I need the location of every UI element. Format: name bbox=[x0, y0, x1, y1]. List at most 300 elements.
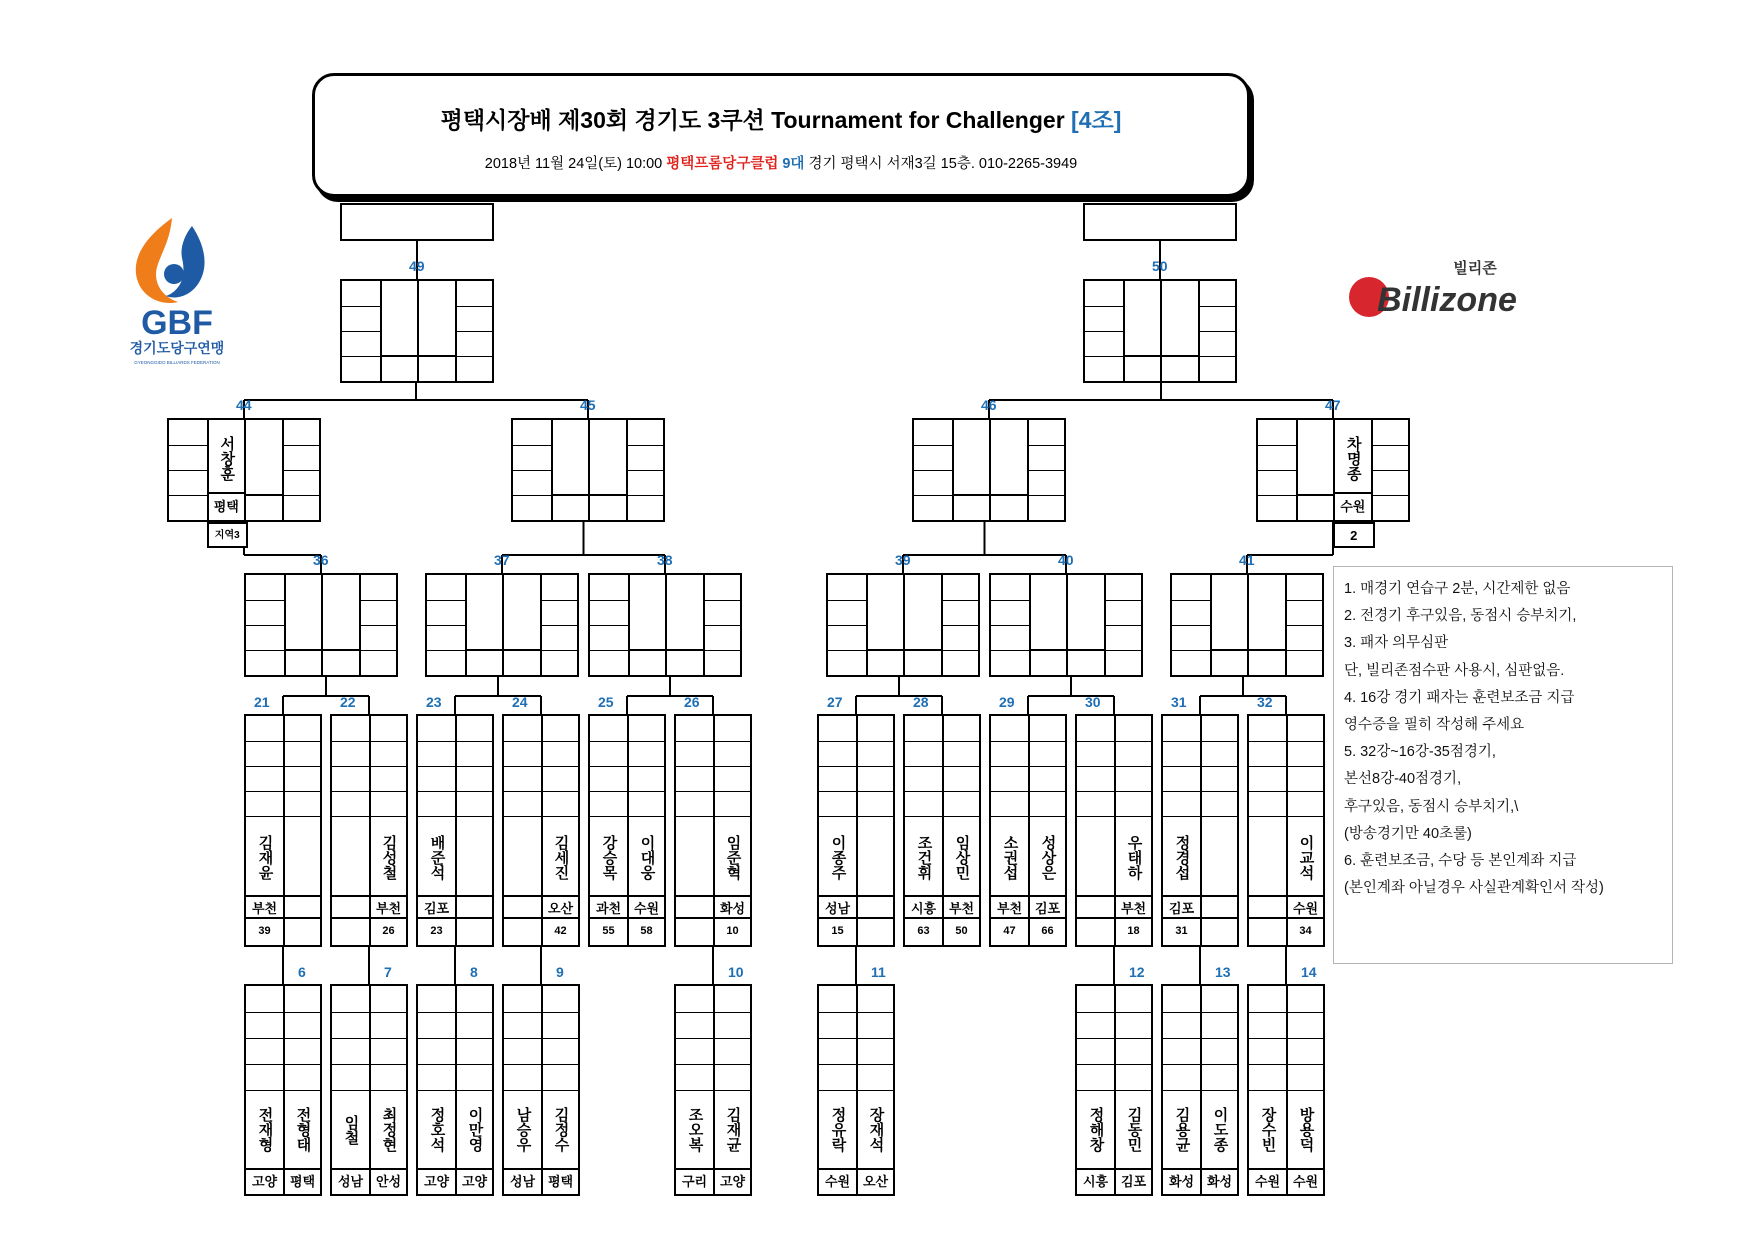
score-row[interactable] bbox=[1287, 625, 1323, 626]
score-row[interactable] bbox=[1172, 625, 1210, 626]
score-row[interactable] bbox=[542, 625, 578, 626]
score-row[interactable] bbox=[715, 766, 750, 767]
score-row[interactable] bbox=[1172, 600, 1210, 601]
score-row[interactable] bbox=[1085, 306, 1123, 307]
score-row[interactable] bbox=[418, 1064, 455, 1065]
player-seed: 18 bbox=[1127, 925, 1140, 937]
score-row[interactable] bbox=[819, 1012, 856, 1013]
score-row[interactable] bbox=[858, 741, 893, 742]
score-row[interactable] bbox=[457, 1012, 492, 1013]
score-row[interactable] bbox=[819, 816, 856, 817]
score-row[interactable] bbox=[504, 1064, 541, 1065]
score-row[interactable] bbox=[457, 306, 493, 307]
score-row[interactable] bbox=[1163, 791, 1200, 792]
player-region: 부천 bbox=[991, 895, 1028, 919]
score-row[interactable] bbox=[705, 600, 741, 601]
score-row[interactable] bbox=[332, 741, 369, 742]
score-row[interactable] bbox=[284, 495, 320, 496]
rule-line: 3. 패자 의무심판 bbox=[1344, 635, 1449, 652]
score-row[interactable] bbox=[905, 766, 942, 767]
score-row[interactable] bbox=[457, 1038, 492, 1039]
score-row[interactable] bbox=[905, 741, 942, 742]
score-row[interactable] bbox=[543, 741, 578, 742]
score-row[interactable] bbox=[1200, 356, 1236, 357]
score-row[interactable] bbox=[629, 791, 664, 792]
score-row[interactable] bbox=[1106, 650, 1142, 651]
score-row[interactable] bbox=[285, 1012, 320, 1013]
score-row[interactable] bbox=[1077, 1038, 1114, 1039]
score-row[interactable] bbox=[905, 816, 942, 817]
score-row[interactable] bbox=[285, 741, 320, 742]
player-slot bbox=[713, 986, 750, 1194]
score-row[interactable] bbox=[418, 816, 455, 817]
score-row[interactable] bbox=[246, 1038, 283, 1039]
player-slot bbox=[1163, 986, 1200, 1194]
score-row[interactable] bbox=[1030, 816, 1065, 817]
score-row[interactable] bbox=[715, 1038, 750, 1039]
score-row[interactable] bbox=[705, 650, 741, 651]
score-row[interactable] bbox=[543, 1012, 578, 1013]
score-row[interactable] bbox=[943, 600, 979, 601]
match-number: 38 bbox=[657, 552, 673, 568]
score-row[interactable] bbox=[1030, 766, 1065, 767]
score-row[interactable] bbox=[1373, 495, 1409, 496]
score-row[interactable] bbox=[504, 766, 541, 767]
player-name: 장수빈 bbox=[1259, 1107, 1277, 1152]
score-row[interactable] bbox=[457, 1064, 492, 1065]
player-slot bbox=[1077, 986, 1114, 1194]
score-row[interactable] bbox=[332, 1038, 369, 1039]
score-row[interactable] bbox=[543, 816, 578, 817]
score-row[interactable] bbox=[629, 766, 664, 767]
score-row[interactable] bbox=[1116, 766, 1151, 767]
score-row[interactable] bbox=[1287, 650, 1323, 651]
score-row[interactable] bbox=[944, 741, 979, 742]
match-box bbox=[167, 418, 321, 541]
score-row[interactable] bbox=[715, 741, 750, 742]
score-row[interactable] bbox=[1030, 791, 1065, 792]
score-row[interactable] bbox=[1249, 766, 1286, 767]
score-row[interactable] bbox=[246, 741, 283, 742]
score-row[interactable] bbox=[1202, 816, 1237, 817]
score-row[interactable] bbox=[1106, 625, 1142, 626]
player-seed bbox=[332, 919, 369, 943]
score-row[interactable] bbox=[1163, 1012, 1200, 1013]
score-row[interactable] bbox=[858, 1012, 893, 1013]
player-slot bbox=[713, 716, 750, 945]
score-row[interactable] bbox=[590, 741, 627, 742]
score-row[interactable] bbox=[1106, 600, 1142, 601]
slot-divider bbox=[553, 494, 589, 496]
score-row[interactable] bbox=[828, 625, 866, 626]
score-row[interactable] bbox=[1116, 1012, 1151, 1013]
score-row[interactable] bbox=[819, 741, 856, 742]
player-slot bbox=[1160, 281, 1198, 381]
score-row[interactable] bbox=[246, 1012, 283, 1013]
score-row[interactable] bbox=[246, 766, 283, 767]
score-row[interactable] bbox=[715, 816, 750, 817]
player-region bbox=[332, 895, 369, 919]
score-column bbox=[1258, 420, 1296, 520]
score-row[interactable] bbox=[590, 625, 628, 626]
player-slot bbox=[1296, 420, 1334, 520]
score-row[interactable] bbox=[1077, 791, 1114, 792]
score-row[interactable] bbox=[828, 600, 866, 601]
score-row[interactable] bbox=[1258, 470, 1296, 471]
score-column bbox=[828, 575, 866, 675]
score-row[interactable] bbox=[1077, 766, 1114, 767]
score-row[interactable] bbox=[1163, 1064, 1200, 1065]
score-row[interactable] bbox=[1202, 791, 1237, 792]
score-row[interactable] bbox=[1258, 445, 1296, 446]
score-row[interactable] bbox=[361, 650, 397, 651]
score-row[interactable] bbox=[427, 650, 465, 651]
score-row[interactable] bbox=[1288, 1038, 1323, 1039]
player-slot bbox=[418, 716, 455, 945]
score-row[interactable] bbox=[246, 650, 284, 651]
score-row[interactable] bbox=[1029, 445, 1065, 446]
score-row[interactable] bbox=[1200, 306, 1236, 307]
score-row[interactable] bbox=[629, 816, 664, 817]
match-number: 28 bbox=[913, 694, 929, 710]
score-row[interactable] bbox=[542, 650, 578, 651]
player-region: 김포 bbox=[1030, 895, 1065, 919]
player-seed: 34 bbox=[1299, 925, 1312, 937]
player-slot bbox=[952, 420, 990, 520]
score-row[interactable] bbox=[991, 791, 1028, 792]
player-name bbox=[285, 819, 320, 895]
score-row[interactable] bbox=[342, 356, 380, 357]
player-name bbox=[504, 819, 541, 895]
score-row[interactable] bbox=[418, 791, 455, 792]
score-row[interactable] bbox=[1288, 791, 1323, 792]
score-row[interactable] bbox=[1249, 1038, 1286, 1039]
score-row[interactable] bbox=[246, 791, 283, 792]
match-box bbox=[588, 714, 666, 947]
score-row[interactable] bbox=[1077, 1064, 1114, 1065]
match-box bbox=[1170, 573, 1324, 677]
score-row[interactable] bbox=[1288, 741, 1323, 742]
score-row[interactable] bbox=[858, 1064, 893, 1065]
score-row[interactable] bbox=[1029, 495, 1065, 496]
score-row[interactable] bbox=[991, 600, 1029, 601]
score-row[interactable] bbox=[1287, 600, 1323, 601]
score-row[interactable] bbox=[332, 791, 369, 792]
score-row[interactable] bbox=[371, 1064, 406, 1065]
score-row[interactable] bbox=[371, 1012, 406, 1013]
score-row[interactable] bbox=[715, 1064, 750, 1065]
score-row[interactable] bbox=[371, 816, 406, 817]
score-row[interactable] bbox=[944, 766, 979, 767]
score-row[interactable] bbox=[1077, 741, 1114, 742]
score-row[interactable] bbox=[332, 1064, 369, 1065]
score-row[interactable] bbox=[991, 741, 1028, 742]
score-row[interactable] bbox=[991, 650, 1029, 651]
score-row[interactable] bbox=[504, 791, 541, 792]
player-region bbox=[504, 895, 541, 919]
score-row[interactable] bbox=[676, 1012, 713, 1013]
match-number: 45 bbox=[580, 397, 596, 413]
score-row[interactable] bbox=[1249, 741, 1286, 742]
score-row[interactable] bbox=[169, 470, 207, 471]
score-row[interactable] bbox=[457, 331, 493, 332]
score-row[interactable] bbox=[169, 445, 207, 446]
score-row[interactable] bbox=[457, 766, 492, 767]
venue-name: 평택프롬당구클럽 bbox=[666, 156, 779, 172]
score-row[interactable] bbox=[1288, 816, 1323, 817]
score-row[interactable] bbox=[590, 791, 627, 792]
score-row[interactable] bbox=[285, 791, 320, 792]
player-slot bbox=[1333, 420, 1371, 543]
player-region bbox=[285, 895, 320, 919]
score-row[interactable] bbox=[1202, 741, 1237, 742]
player-name: 김재균 bbox=[724, 1107, 742, 1152]
score-row[interactable] bbox=[1249, 791, 1286, 792]
score-row[interactable] bbox=[819, 791, 856, 792]
score-row[interactable] bbox=[371, 766, 406, 767]
player-seed: 66 bbox=[1041, 925, 1054, 937]
player-name: 소권섭 bbox=[1001, 834, 1019, 880]
score-row[interactable] bbox=[1249, 1064, 1286, 1065]
score-row[interactable] bbox=[991, 625, 1029, 626]
score-row[interactable] bbox=[676, 741, 713, 742]
score-row[interactable] bbox=[418, 1038, 455, 1039]
score-column bbox=[427, 575, 465, 675]
score-row[interactable] bbox=[819, 1064, 856, 1065]
score-row[interactable] bbox=[342, 331, 380, 332]
score-row[interactable] bbox=[944, 791, 979, 792]
match-box bbox=[989, 573, 1143, 677]
score-row[interactable] bbox=[285, 1064, 320, 1065]
score-row[interactable] bbox=[1172, 650, 1210, 651]
player-slot bbox=[283, 716, 320, 945]
player-slot bbox=[455, 986, 492, 1194]
score-row[interactable] bbox=[418, 741, 455, 742]
score-row[interactable] bbox=[418, 1012, 455, 1013]
score-row[interactable] bbox=[513, 495, 551, 496]
score-row[interactable] bbox=[1373, 470, 1409, 471]
score-row[interactable] bbox=[858, 1038, 893, 1039]
player-slot bbox=[380, 281, 418, 381]
score-row[interactable] bbox=[418, 766, 455, 767]
player-seed: 2 bbox=[1333, 522, 1375, 548]
score-row[interactable] bbox=[1249, 816, 1286, 817]
score-row[interactable] bbox=[371, 791, 406, 792]
score-row[interactable] bbox=[513, 470, 551, 471]
score-row[interactable] bbox=[1202, 766, 1237, 767]
player-name: 우태하 bbox=[1125, 834, 1143, 880]
match-number: 24 bbox=[512, 694, 528, 710]
score-row[interactable] bbox=[457, 816, 492, 817]
score-row[interactable] bbox=[543, 766, 578, 767]
score-row[interactable] bbox=[332, 766, 369, 767]
score-row[interactable] bbox=[1116, 1038, 1151, 1039]
score-row[interactable] bbox=[1085, 331, 1123, 332]
score-row[interactable] bbox=[1288, 1064, 1323, 1065]
score-row[interactable] bbox=[1163, 766, 1200, 767]
score-row[interactable] bbox=[1077, 816, 1114, 817]
match-number: 50 bbox=[1152, 258, 1168, 274]
score-row[interactable] bbox=[1202, 1064, 1237, 1065]
score-row[interactable] bbox=[504, 1038, 541, 1039]
score-row[interactable] bbox=[246, 1064, 283, 1065]
player-seed bbox=[457, 919, 492, 943]
score-row[interactable] bbox=[991, 816, 1028, 817]
player-slot bbox=[465, 575, 503, 675]
player-slot bbox=[942, 716, 979, 945]
player-slot bbox=[856, 716, 893, 945]
score-row[interactable] bbox=[628, 495, 664, 496]
score-row[interactable] bbox=[332, 1012, 369, 1013]
score-row[interactable] bbox=[1116, 741, 1151, 742]
score-row[interactable] bbox=[991, 766, 1028, 767]
player-slot bbox=[504, 986, 541, 1194]
score-row[interactable] bbox=[371, 1038, 406, 1039]
score-row[interactable] bbox=[628, 470, 664, 471]
score-row[interactable] bbox=[715, 791, 750, 792]
score-row[interactable] bbox=[1085, 356, 1123, 357]
score-row[interactable] bbox=[361, 600, 397, 601]
score-row[interactable] bbox=[1116, 791, 1151, 792]
score-row[interactable] bbox=[676, 791, 713, 792]
player-region: 수원 bbox=[629, 895, 664, 919]
score-row[interactable] bbox=[858, 766, 893, 767]
score-row[interactable] bbox=[1030, 741, 1065, 742]
score-row[interactable] bbox=[284, 470, 320, 471]
score-row[interactable] bbox=[457, 356, 493, 357]
score-column bbox=[1285, 575, 1323, 675]
player-slot bbox=[1286, 986, 1323, 1194]
score-row[interactable] bbox=[285, 816, 320, 817]
player-name: 강승목 bbox=[600, 834, 618, 880]
player-region: 부천 bbox=[246, 895, 283, 919]
score-row[interactable] bbox=[905, 791, 942, 792]
score-row[interactable] bbox=[1116, 816, 1151, 817]
score-row[interactable] bbox=[590, 766, 627, 767]
score-row[interactable] bbox=[543, 791, 578, 792]
player-slot bbox=[628, 575, 666, 675]
score-row[interactable] bbox=[828, 650, 866, 651]
score-row[interactable] bbox=[1200, 331, 1236, 332]
player-name: 전재형 bbox=[256, 1107, 274, 1152]
score-row[interactable] bbox=[504, 1012, 541, 1013]
score-row[interactable] bbox=[457, 741, 492, 742]
match-box bbox=[330, 714, 408, 947]
score-row[interactable] bbox=[342, 306, 380, 307]
score-row[interactable] bbox=[676, 1038, 713, 1039]
score-row[interactable] bbox=[1373, 445, 1409, 446]
score-row[interactable] bbox=[371, 741, 406, 742]
rule-line: 5. 32강~16강-35점경기, bbox=[1344, 744, 1496, 761]
score-row[interactable] bbox=[819, 766, 856, 767]
score-row[interactable] bbox=[246, 600, 284, 601]
match-number: 32 bbox=[1257, 694, 1273, 710]
score-row[interactable] bbox=[285, 766, 320, 767]
score-row[interactable] bbox=[943, 625, 979, 626]
score-row[interactable] bbox=[819, 1038, 856, 1039]
score-row[interactable] bbox=[858, 791, 893, 792]
match-number: 46 bbox=[981, 397, 997, 413]
player-name: 서창훈 bbox=[218, 435, 236, 481]
score-row[interactable] bbox=[1163, 741, 1200, 742]
score-row[interactable] bbox=[944, 816, 979, 817]
rule-line: (방송경기만 40초룰) bbox=[1344, 825, 1472, 842]
score-row[interactable] bbox=[914, 470, 952, 471]
score-row[interactable] bbox=[943, 650, 979, 651]
player-slot bbox=[1286, 716, 1323, 945]
score-row[interactable] bbox=[590, 600, 628, 601]
score-row[interactable] bbox=[914, 445, 952, 446]
score-row[interactable] bbox=[676, 1064, 713, 1065]
score-row[interactable] bbox=[285, 1038, 320, 1039]
score-row[interactable] bbox=[1288, 766, 1323, 767]
score-column bbox=[1371, 420, 1409, 520]
score-row[interactable] bbox=[542, 600, 578, 601]
score-row[interactable] bbox=[427, 600, 465, 601]
score-row[interactable] bbox=[705, 625, 741, 626]
score-row[interactable] bbox=[246, 816, 283, 817]
match-box bbox=[1256, 418, 1410, 543]
player-slot bbox=[332, 716, 369, 945]
score-row[interactable] bbox=[543, 1064, 578, 1065]
score-row[interactable] bbox=[1249, 1012, 1286, 1013]
score-row[interactable] bbox=[1163, 816, 1200, 817]
score-row[interactable] bbox=[543, 1038, 578, 1039]
score-row[interactable] bbox=[169, 495, 207, 496]
score-row[interactable] bbox=[676, 766, 713, 767]
date-time: 2018년 11월 24일(토) 10:00 bbox=[484, 156, 667, 172]
score-row[interactable] bbox=[284, 445, 320, 446]
player-name: 방용덕 bbox=[1297, 1107, 1315, 1152]
score-row[interactable] bbox=[1258, 495, 1296, 496]
score-row[interactable] bbox=[246, 625, 284, 626]
score-row[interactable] bbox=[676, 816, 713, 817]
score-row[interactable] bbox=[1202, 1012, 1237, 1013]
score-row[interactable] bbox=[504, 816, 541, 817]
match-number: 12 bbox=[1129, 964, 1145, 980]
score-row[interactable] bbox=[715, 1012, 750, 1013]
score-row[interactable] bbox=[513, 445, 551, 446]
match-box bbox=[330, 984, 408, 1196]
score-row[interactable] bbox=[629, 741, 664, 742]
match-box bbox=[416, 714, 494, 947]
score-row[interactable] bbox=[628, 445, 664, 446]
slot-divider bbox=[667, 649, 703, 651]
match-box bbox=[511, 418, 665, 522]
score-row[interactable] bbox=[1288, 1012, 1323, 1013]
score-row[interactable] bbox=[590, 816, 627, 817]
score-row[interactable] bbox=[1077, 1012, 1114, 1013]
player-region bbox=[1202, 895, 1237, 919]
score-row[interactable] bbox=[858, 816, 893, 817]
score-row[interactable] bbox=[1029, 470, 1065, 471]
score-row[interactable] bbox=[504, 741, 541, 742]
score-row[interactable] bbox=[361, 625, 397, 626]
score-row[interactable] bbox=[457, 791, 492, 792]
score-row[interactable] bbox=[1163, 1038, 1200, 1039]
slot-divider bbox=[1031, 649, 1067, 651]
score-row[interactable] bbox=[1116, 1064, 1151, 1065]
score-row[interactable] bbox=[1202, 1038, 1237, 1039]
score-row[interactable] bbox=[427, 625, 465, 626]
player-slot bbox=[418, 986, 455, 1194]
score-row[interactable] bbox=[332, 816, 369, 817]
match-number: 11 bbox=[871, 964, 886, 980]
score-row[interactable] bbox=[914, 495, 952, 496]
score-row[interactable] bbox=[590, 650, 628, 651]
player-slot bbox=[1029, 575, 1067, 675]
player-seed: 50 bbox=[955, 925, 968, 937]
